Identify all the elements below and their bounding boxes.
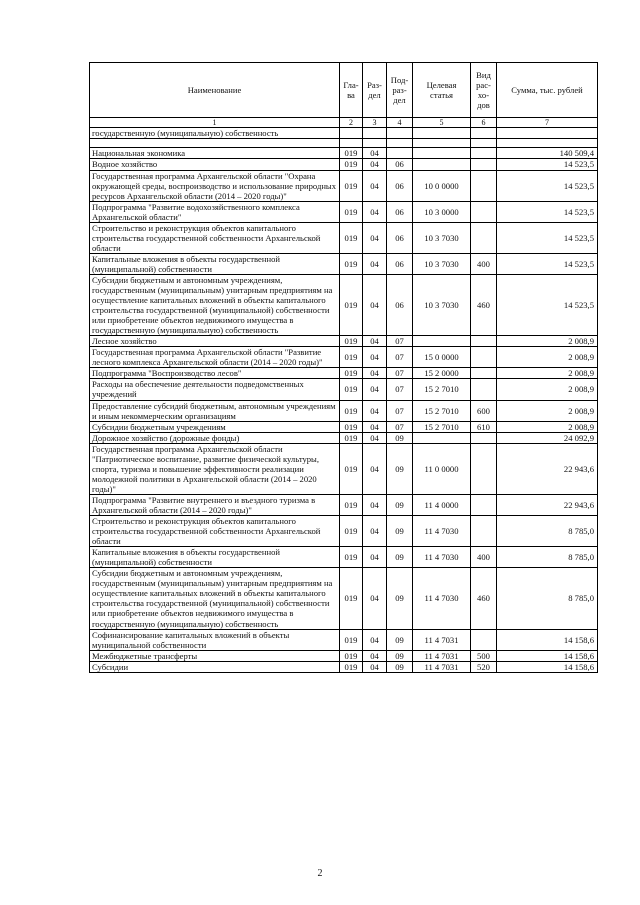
table-body xyxy=(90,128,598,672)
row-expense-type-cell: 610 xyxy=(471,421,497,432)
row-name-cell: Государственная программа Архангельской области "Патриотическое воспитание, развитие физической культуры, спорта, туризма и повышение эффективности реализации молодежной политики в Архангельской области (2014 – 2020 годы)" xyxy=(90,443,340,494)
table-row xyxy=(90,547,598,568)
table-row xyxy=(90,661,598,672)
row-glava-cell: 019 xyxy=(340,494,363,515)
row-sum-cell: 2 008,9 xyxy=(497,336,598,347)
row-razdel-cell: 04 xyxy=(363,148,387,159)
row-sum-cell xyxy=(497,128,598,139)
row-sum-cell: 2 008,9 xyxy=(497,400,598,421)
table-row xyxy=(90,494,598,515)
column-number: 1 xyxy=(90,118,340,128)
row-sum-cell: 2 008,9 xyxy=(497,421,598,432)
row-razdel-cell: 04 xyxy=(363,400,387,421)
spacer-row xyxy=(90,139,598,148)
row-sum-cell: 14 158,6 xyxy=(497,650,598,661)
row-target-cell: 10 3 0000 xyxy=(413,201,471,222)
budget-table-sheet xyxy=(89,62,597,673)
row-glava-cell: 019 xyxy=(340,421,363,432)
row-sum-cell xyxy=(497,139,598,148)
table-row xyxy=(90,274,598,335)
row-name-cell: Национальная экономика xyxy=(90,148,340,159)
budget-table xyxy=(89,62,598,673)
row-glava-cell: 019 xyxy=(340,547,363,568)
table-row xyxy=(90,650,598,661)
row-target-cell xyxy=(413,139,471,148)
row-target-cell: 11 4 7031 xyxy=(413,661,471,672)
row-expense-type-cell: 460 xyxy=(471,568,497,629)
row-razdel-cell: 04 xyxy=(363,222,387,253)
row-podrazdel-cell: 09 xyxy=(387,629,413,650)
row-podrazdel-cell xyxy=(387,128,413,139)
header-glava: Гла-ва xyxy=(340,63,363,118)
column-number: 5 xyxy=(413,118,471,128)
row-target-cell: 11 4 7030 xyxy=(413,568,471,629)
row-target-cell: 10 0 0000 xyxy=(413,170,471,201)
row-target-cell: 11 4 7031 xyxy=(413,650,471,661)
row-podrazdel-cell xyxy=(387,148,413,159)
row-razdel-cell: 04 xyxy=(363,443,387,494)
table-row xyxy=(90,336,598,347)
row-expense-type-cell xyxy=(471,159,497,170)
row-glava-cell: 019 xyxy=(340,159,363,170)
table-row xyxy=(90,368,598,379)
row-podrazdel-cell: 06 xyxy=(387,253,413,274)
row-glava-cell: 019 xyxy=(340,516,363,547)
row-name-cell: Капитальные вложения в объекты государственной (муниципальной) собственности xyxy=(90,253,340,274)
row-glava-cell: 019 xyxy=(340,379,363,400)
row-target-cell xyxy=(413,148,471,159)
row-name-cell: Подпрограмма "Развитие водохозяйственного комплекса Архангельской области" xyxy=(90,201,340,222)
row-sum-cell: 8 785,0 xyxy=(497,547,598,568)
row-podrazdel-cell: 09 xyxy=(387,547,413,568)
row-glava-cell: 019 xyxy=(340,274,363,335)
table-row xyxy=(90,443,598,494)
table-row xyxy=(90,128,598,139)
column-number: 2 xyxy=(340,118,363,128)
row-sum-cell: 14 158,6 xyxy=(497,661,598,672)
row-razdel-cell: 04 xyxy=(363,379,387,400)
row-target-cell: 10 3 7030 xyxy=(413,222,471,253)
row-name-cell: Субсидии бюджетным и автономным учреждениям, государственным (муниципальным) унитарным предприятиям на осуществление капитальных вложений в объекты капитального строительства государственной (муниципальной) собственности или приобретение объектов недвижимого имущества в государственную (муниципальную) собственность xyxy=(90,274,340,335)
row-glava-cell: 019 xyxy=(340,650,363,661)
row-razdel-cell: 04 xyxy=(363,629,387,650)
row-glava-cell: 019 xyxy=(340,253,363,274)
row-name-cell: Строительство и реконструкция объектов капитального строительства государственной собственности Архангельской области xyxy=(90,516,340,547)
table-row xyxy=(90,347,598,368)
row-razdel-cell: 04 xyxy=(363,253,387,274)
row-razdel-cell: 04 xyxy=(363,432,387,443)
row-podrazdel-cell: 09 xyxy=(387,432,413,443)
row-target-cell xyxy=(413,336,471,347)
row-expense-type-cell xyxy=(471,443,497,494)
row-razdel-cell xyxy=(363,128,387,139)
row-podrazdel-cell: 09 xyxy=(387,661,413,672)
row-sum-cell: 2 008,9 xyxy=(497,368,598,379)
row-expense-type-cell xyxy=(471,516,497,547)
column-number: 7 xyxy=(497,118,598,128)
row-razdel-cell: 04 xyxy=(363,494,387,515)
row-expense-type-cell: 600 xyxy=(471,400,497,421)
row-sum-cell: 8 785,0 xyxy=(497,516,598,547)
row-target-cell: 15 0 0000 xyxy=(413,347,471,368)
row-razdel-cell: 04 xyxy=(363,547,387,568)
row-target-cell: 11 4 0000 xyxy=(413,494,471,515)
row-target-cell xyxy=(413,432,471,443)
row-podrazdel-cell: 09 xyxy=(387,494,413,515)
row-name-cell: Предоставление субсидий бюджетным, автономным учреждениям и иным некоммерческим организациям xyxy=(90,400,340,421)
table-row xyxy=(90,222,598,253)
row-name-cell: Расходы на обеспечение деятельности подведомственных учреждений xyxy=(90,379,340,400)
table-row xyxy=(90,516,598,547)
row-name-cell: Дорожное хозяйство (дорожные фонды) xyxy=(90,432,340,443)
row-target-cell xyxy=(413,159,471,170)
row-name-cell: Субсидии бюджетным и автономным учреждениям, государственным (муниципальным) унитарным предприятиям на осуществление капитальных вложений в объекты капитального строительства государственной (муниципальной) собственности или приобретение объектов недвижимого имущества в государственную (муниципальную) собственность xyxy=(90,568,340,629)
row-glava-cell: 019 xyxy=(340,170,363,201)
row-sum-cell: 14 523,5 xyxy=(497,170,598,201)
row-podrazdel-cell xyxy=(387,139,413,148)
row-target-cell: 11 0 0000 xyxy=(413,443,471,494)
row-sum-cell: 2 008,9 xyxy=(497,347,598,368)
header-podrazdel: Под-раз-дел xyxy=(387,63,413,118)
row-target-cell: 11 4 7030 xyxy=(413,547,471,568)
row-target-cell: 15 2 0000 xyxy=(413,368,471,379)
row-glava-cell: 019 xyxy=(340,568,363,629)
row-expense-type-cell xyxy=(471,139,497,148)
row-podrazdel-cell: 06 xyxy=(387,201,413,222)
row-glava-cell: 019 xyxy=(340,201,363,222)
row-expense-type-cell: 400 xyxy=(471,547,497,568)
row-target-cell: 15 2 7010 xyxy=(413,379,471,400)
row-podrazdel-cell: 09 xyxy=(387,568,413,629)
table-row xyxy=(90,159,598,170)
row-expense-type-cell: 400 xyxy=(471,253,497,274)
row-expense-type-cell: 520 xyxy=(471,661,497,672)
row-expense-type-cell xyxy=(471,629,497,650)
row-name-cell: Софинансирование капитальных вложений в объекты муниципальной собственности xyxy=(90,629,340,650)
row-sum-cell: 2 008,9 xyxy=(497,379,598,400)
row-target-cell: 10 3 7030 xyxy=(413,274,471,335)
header-sum: Сумма, тыс. рублей xyxy=(497,63,598,118)
table-row xyxy=(90,201,598,222)
row-razdel-cell: 04 xyxy=(363,347,387,368)
row-razdel-cell xyxy=(363,139,387,148)
table-row xyxy=(90,253,598,274)
row-sum-cell: 14 158,6 xyxy=(497,629,598,650)
row-razdel-cell: 04 xyxy=(363,421,387,432)
row-name-cell: Водное хозяйство xyxy=(90,159,340,170)
row-glava-cell xyxy=(340,139,363,148)
row-name-cell: Государственная программа Архангельской области "Развитие лесного комплекса Архангельской области (2014 – 2020 годы)" xyxy=(90,347,340,368)
row-podrazdel-cell: 09 xyxy=(387,443,413,494)
row-name-cell: Лесное хозяйство xyxy=(90,336,340,347)
row-sum-cell: 14 523,5 xyxy=(497,222,598,253)
row-podrazdel-cell: 06 xyxy=(387,170,413,201)
row-podrazdel-cell: 09 xyxy=(387,516,413,547)
table-row xyxy=(90,400,598,421)
row-glava-cell: 019 xyxy=(340,432,363,443)
row-glava-cell: 019 xyxy=(340,443,363,494)
header-name: Наименование xyxy=(90,63,340,118)
row-name-cell xyxy=(90,139,340,148)
row-expense-type-cell xyxy=(471,432,497,443)
table-row xyxy=(90,629,598,650)
row-name-cell: Субсидии бюджетным учреждениям xyxy=(90,421,340,432)
table-header-row xyxy=(90,63,598,118)
header-razdel: Раз-дел xyxy=(363,63,387,118)
column-number: 4 xyxy=(387,118,413,128)
row-sum-cell: 22 943,6 xyxy=(497,494,598,515)
row-glava-cell: 019 xyxy=(340,629,363,650)
row-glava-cell: 019 xyxy=(340,347,363,368)
row-sum-cell: 14 523,5 xyxy=(497,274,598,335)
header-target-article: Целевая статья xyxy=(413,63,471,118)
table-row xyxy=(90,170,598,201)
row-target-cell: 15 2 7010 xyxy=(413,400,471,421)
row-podrazdel-cell: 06 xyxy=(387,159,413,170)
row-razdel-cell: 04 xyxy=(363,201,387,222)
row-razdel-cell: 04 xyxy=(363,661,387,672)
row-name-cell: Подпрограмма "Воспроизводство лесов" xyxy=(90,368,340,379)
row-expense-type-cell xyxy=(471,379,497,400)
row-glava-cell: 019 xyxy=(340,336,363,347)
row-name-cell: Субсидии xyxy=(90,661,340,672)
row-target-cell: 10 3 7030 xyxy=(413,253,471,274)
row-podrazdel-cell: 07 xyxy=(387,400,413,421)
row-expense-type-cell xyxy=(471,170,497,201)
row-razdel-cell: 04 xyxy=(363,650,387,661)
table-row xyxy=(90,568,598,629)
row-expense-type-cell xyxy=(471,494,497,515)
row-podrazdel-cell: 07 xyxy=(387,379,413,400)
row-sum-cell: 24 092,9 xyxy=(497,432,598,443)
column-number: 6 xyxy=(471,118,497,128)
row-razdel-cell: 04 xyxy=(363,368,387,379)
row-name-cell: Государственная программа Архангельской области "Охрана окружающей среды, воспроизводство и использование природных ресурсов Архангельской области (2014 – 2020 годы)" xyxy=(90,170,340,201)
row-glava-cell xyxy=(340,128,363,139)
row-expense-type-cell xyxy=(471,368,497,379)
row-podrazdel-cell: 07 xyxy=(387,421,413,432)
row-razdel-cell: 04 xyxy=(363,170,387,201)
row-podrazdel-cell: 07 xyxy=(387,347,413,368)
row-target-cell: 11 4 7030 xyxy=(413,516,471,547)
row-target-cell: 15 2 7010 xyxy=(413,421,471,432)
row-sum-cell: 22 943,6 xyxy=(497,443,598,494)
row-glava-cell: 019 xyxy=(340,148,363,159)
row-podrazdel-cell: 07 xyxy=(387,368,413,379)
page-number: 2 xyxy=(317,868,323,879)
row-podrazdel-cell: 07 xyxy=(387,336,413,347)
row-glava-cell: 019 xyxy=(340,661,363,672)
table-row xyxy=(90,432,598,443)
row-sum-cell: 14 523,5 xyxy=(497,201,598,222)
row-sum-cell: 14 523,5 xyxy=(497,159,598,170)
row-glava-cell: 019 xyxy=(340,222,363,253)
row-razdel-cell: 04 xyxy=(363,159,387,170)
row-expense-type-cell: 500 xyxy=(471,650,497,661)
row-expense-type-cell xyxy=(471,336,497,347)
column-number-row xyxy=(90,118,598,128)
row-razdel-cell: 04 xyxy=(363,274,387,335)
table-row xyxy=(90,148,598,159)
table-row xyxy=(90,421,598,432)
table-row xyxy=(90,379,598,400)
row-expense-type-cell xyxy=(471,201,497,222)
row-glava-cell: 019 xyxy=(340,368,363,379)
row-expense-type-cell xyxy=(471,347,497,368)
row-sum-cell: 140 509,4 xyxy=(497,148,598,159)
row-glava-cell: 019 xyxy=(340,400,363,421)
row-sum-cell: 8 785,0 xyxy=(497,568,598,629)
row-name-cell: государственную (муниципальную) собственность xyxy=(90,128,340,139)
row-name-cell: Строительство и реконструкция объектов капитального строительства государственной собственности Архангельской области xyxy=(90,222,340,253)
row-razdel-cell: 04 xyxy=(363,516,387,547)
row-podrazdel-cell: 09 xyxy=(387,650,413,661)
row-name-cell: Межбюджетные трансферты xyxy=(90,650,340,661)
row-name-cell: Капитальные вложения в объекты государственной (муниципальной) собственности xyxy=(90,547,340,568)
row-razdel-cell: 04 xyxy=(363,568,387,629)
row-expense-type-cell xyxy=(471,128,497,139)
row-expense-type-cell xyxy=(471,148,497,159)
row-expense-type-cell xyxy=(471,222,497,253)
row-podrazdel-cell: 06 xyxy=(387,222,413,253)
row-target-cell: 11 4 7031 xyxy=(413,629,471,650)
row-razdel-cell: 04 xyxy=(363,336,387,347)
row-target-cell xyxy=(413,128,471,139)
header-expense-type: Вид рас-хо-дов xyxy=(471,63,497,118)
row-name-cell: Подпрограмма "Развитие внутреннего и въездного туризма в Архангельской области (2014 – 2020 годы)" xyxy=(90,494,340,515)
column-number: 3 xyxy=(363,118,387,128)
row-sum-cell: 14 523,5 xyxy=(497,253,598,274)
row-expense-type-cell: 460 xyxy=(471,274,497,335)
row-podrazdel-cell: 06 xyxy=(387,274,413,335)
